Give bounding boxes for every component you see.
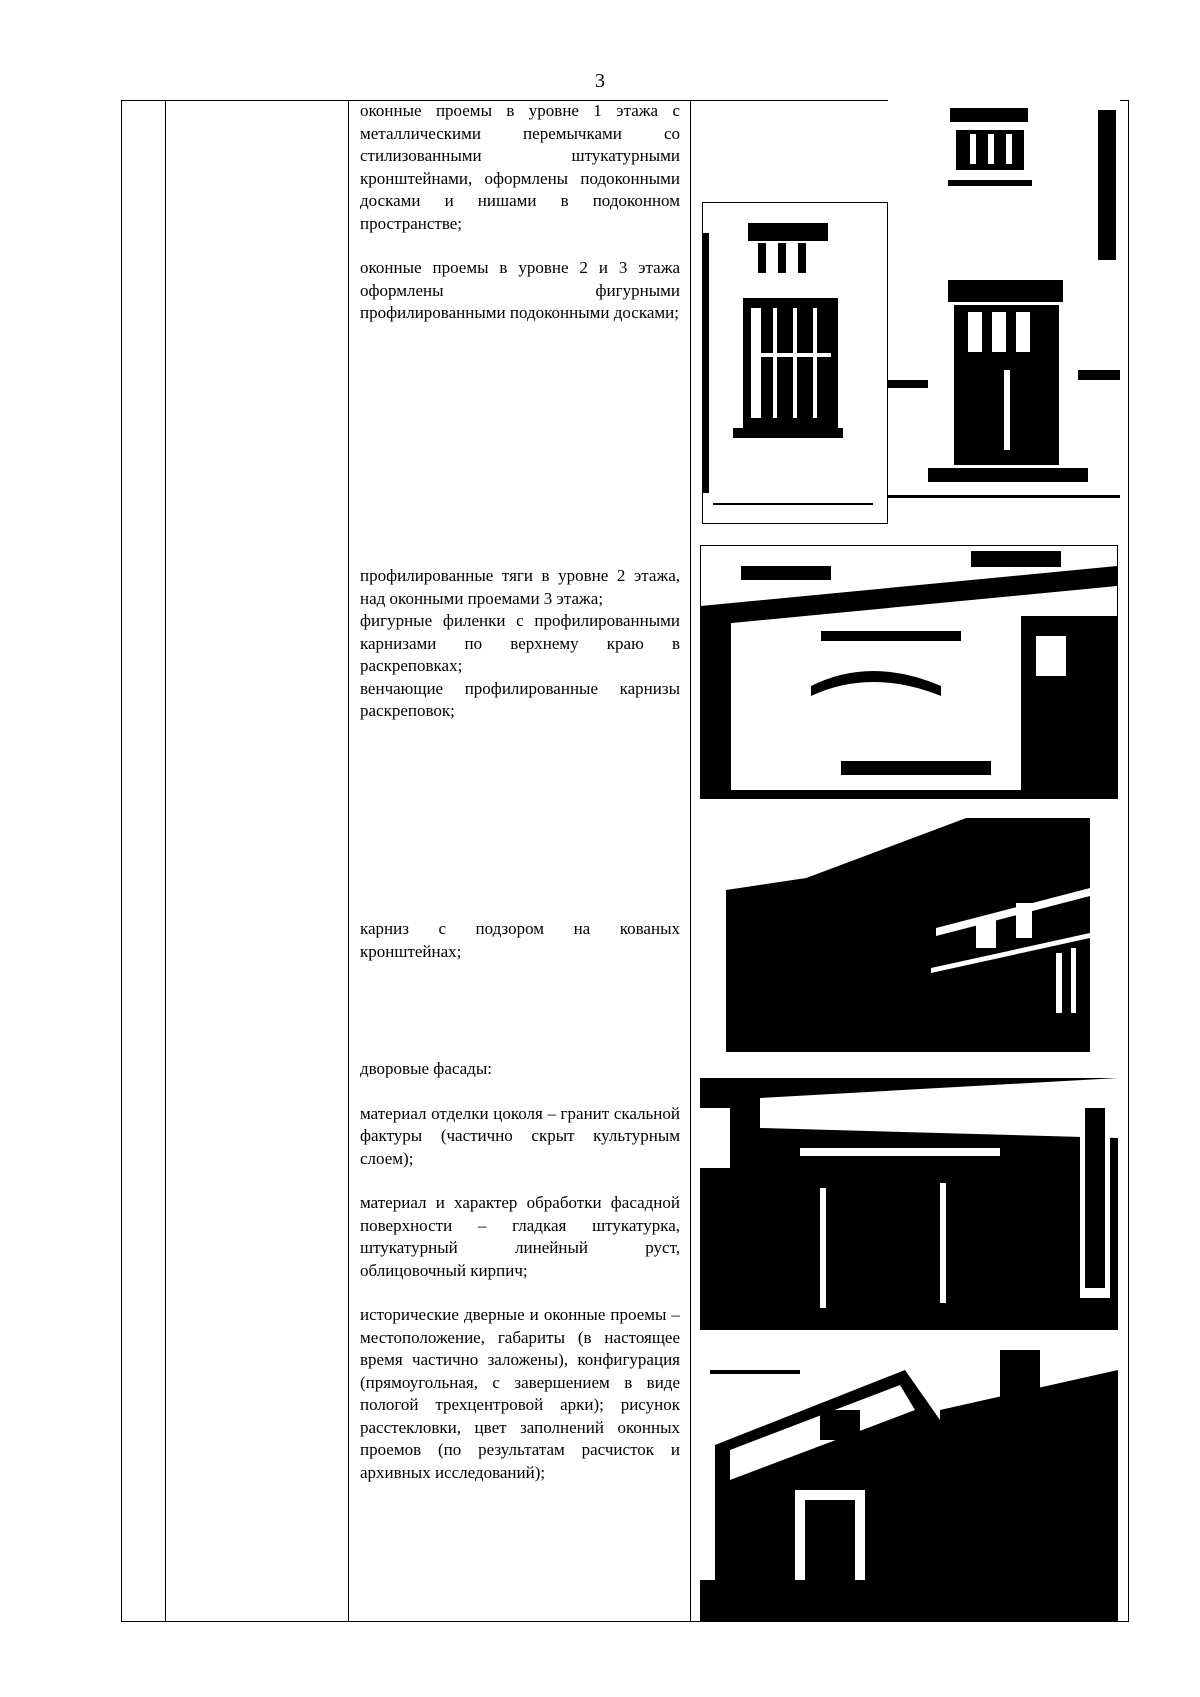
paragraph: оконные проемы в уровне 2 и 3 этажа оформлены фигурными профилированными подоконными досками; (360, 258, 680, 322)
section-courtyard-facades (360, 1058, 680, 1484)
paragraph: материал отделки цоколя – гранит скальной фактуры (частично скрыт культурным слоем); (360, 1103, 680, 1168)
paragraph: материал и характер обработки фасадной поверхности – гладкая штукатурка, штукатурный линейный руст, облицовочный кирпич; (360, 1193, 680, 1280)
photo-courtyard-doorway (700, 1350, 1118, 1622)
section-cornice (360, 918, 680, 963)
column-divider (690, 100, 691, 1622)
paragraph: оконные проемы в уровне 1 этажа с металлическими перемычками со стилизованными штукатурными кронштейнами, оформлены подоконными досками и нишами в подоконном пространстве; (360, 101, 680, 233)
column-divider (348, 100, 349, 1622)
photo-profiled-rods (700, 545, 1118, 799)
section-window-openings (360, 100, 680, 325)
page-number: 3 (595, 70, 605, 92)
photo-cornice (726, 818, 1090, 1052)
column-divider (165, 100, 166, 1622)
photo-window-inset (702, 202, 888, 524)
paragraph: дворовые фасады: (360, 1059, 492, 1078)
photo-courtyard-facade (700, 1078, 1118, 1330)
photo-facade-windows (888, 100, 1120, 520)
section-profiles (360, 565, 680, 723)
paragraph: фигурные филенки с профилированными карнизами по верхнему краю в раскреповках; (360, 611, 680, 675)
paragraph: исторические дверные и оконные проемы – местоположение, габариты (в настоящее время частично заложены), конфигурация (прямоугольная, с завершением в виде пологой трехцентровой арки); рисунок расстекловки, цвет заполнений оконных проемов (по результатам расчисток и архивных исследований); (360, 1305, 680, 1482)
paragraph: венчающие профилированные карнизы раскреповок; (360, 678, 680, 720)
paragraph: профилированные тяги в уровне 2 этажа, над оконными проемами 3 этажа; (360, 566, 680, 608)
paragraph: карниз с подзором на кованых кронштейнах; (360, 919, 680, 961)
